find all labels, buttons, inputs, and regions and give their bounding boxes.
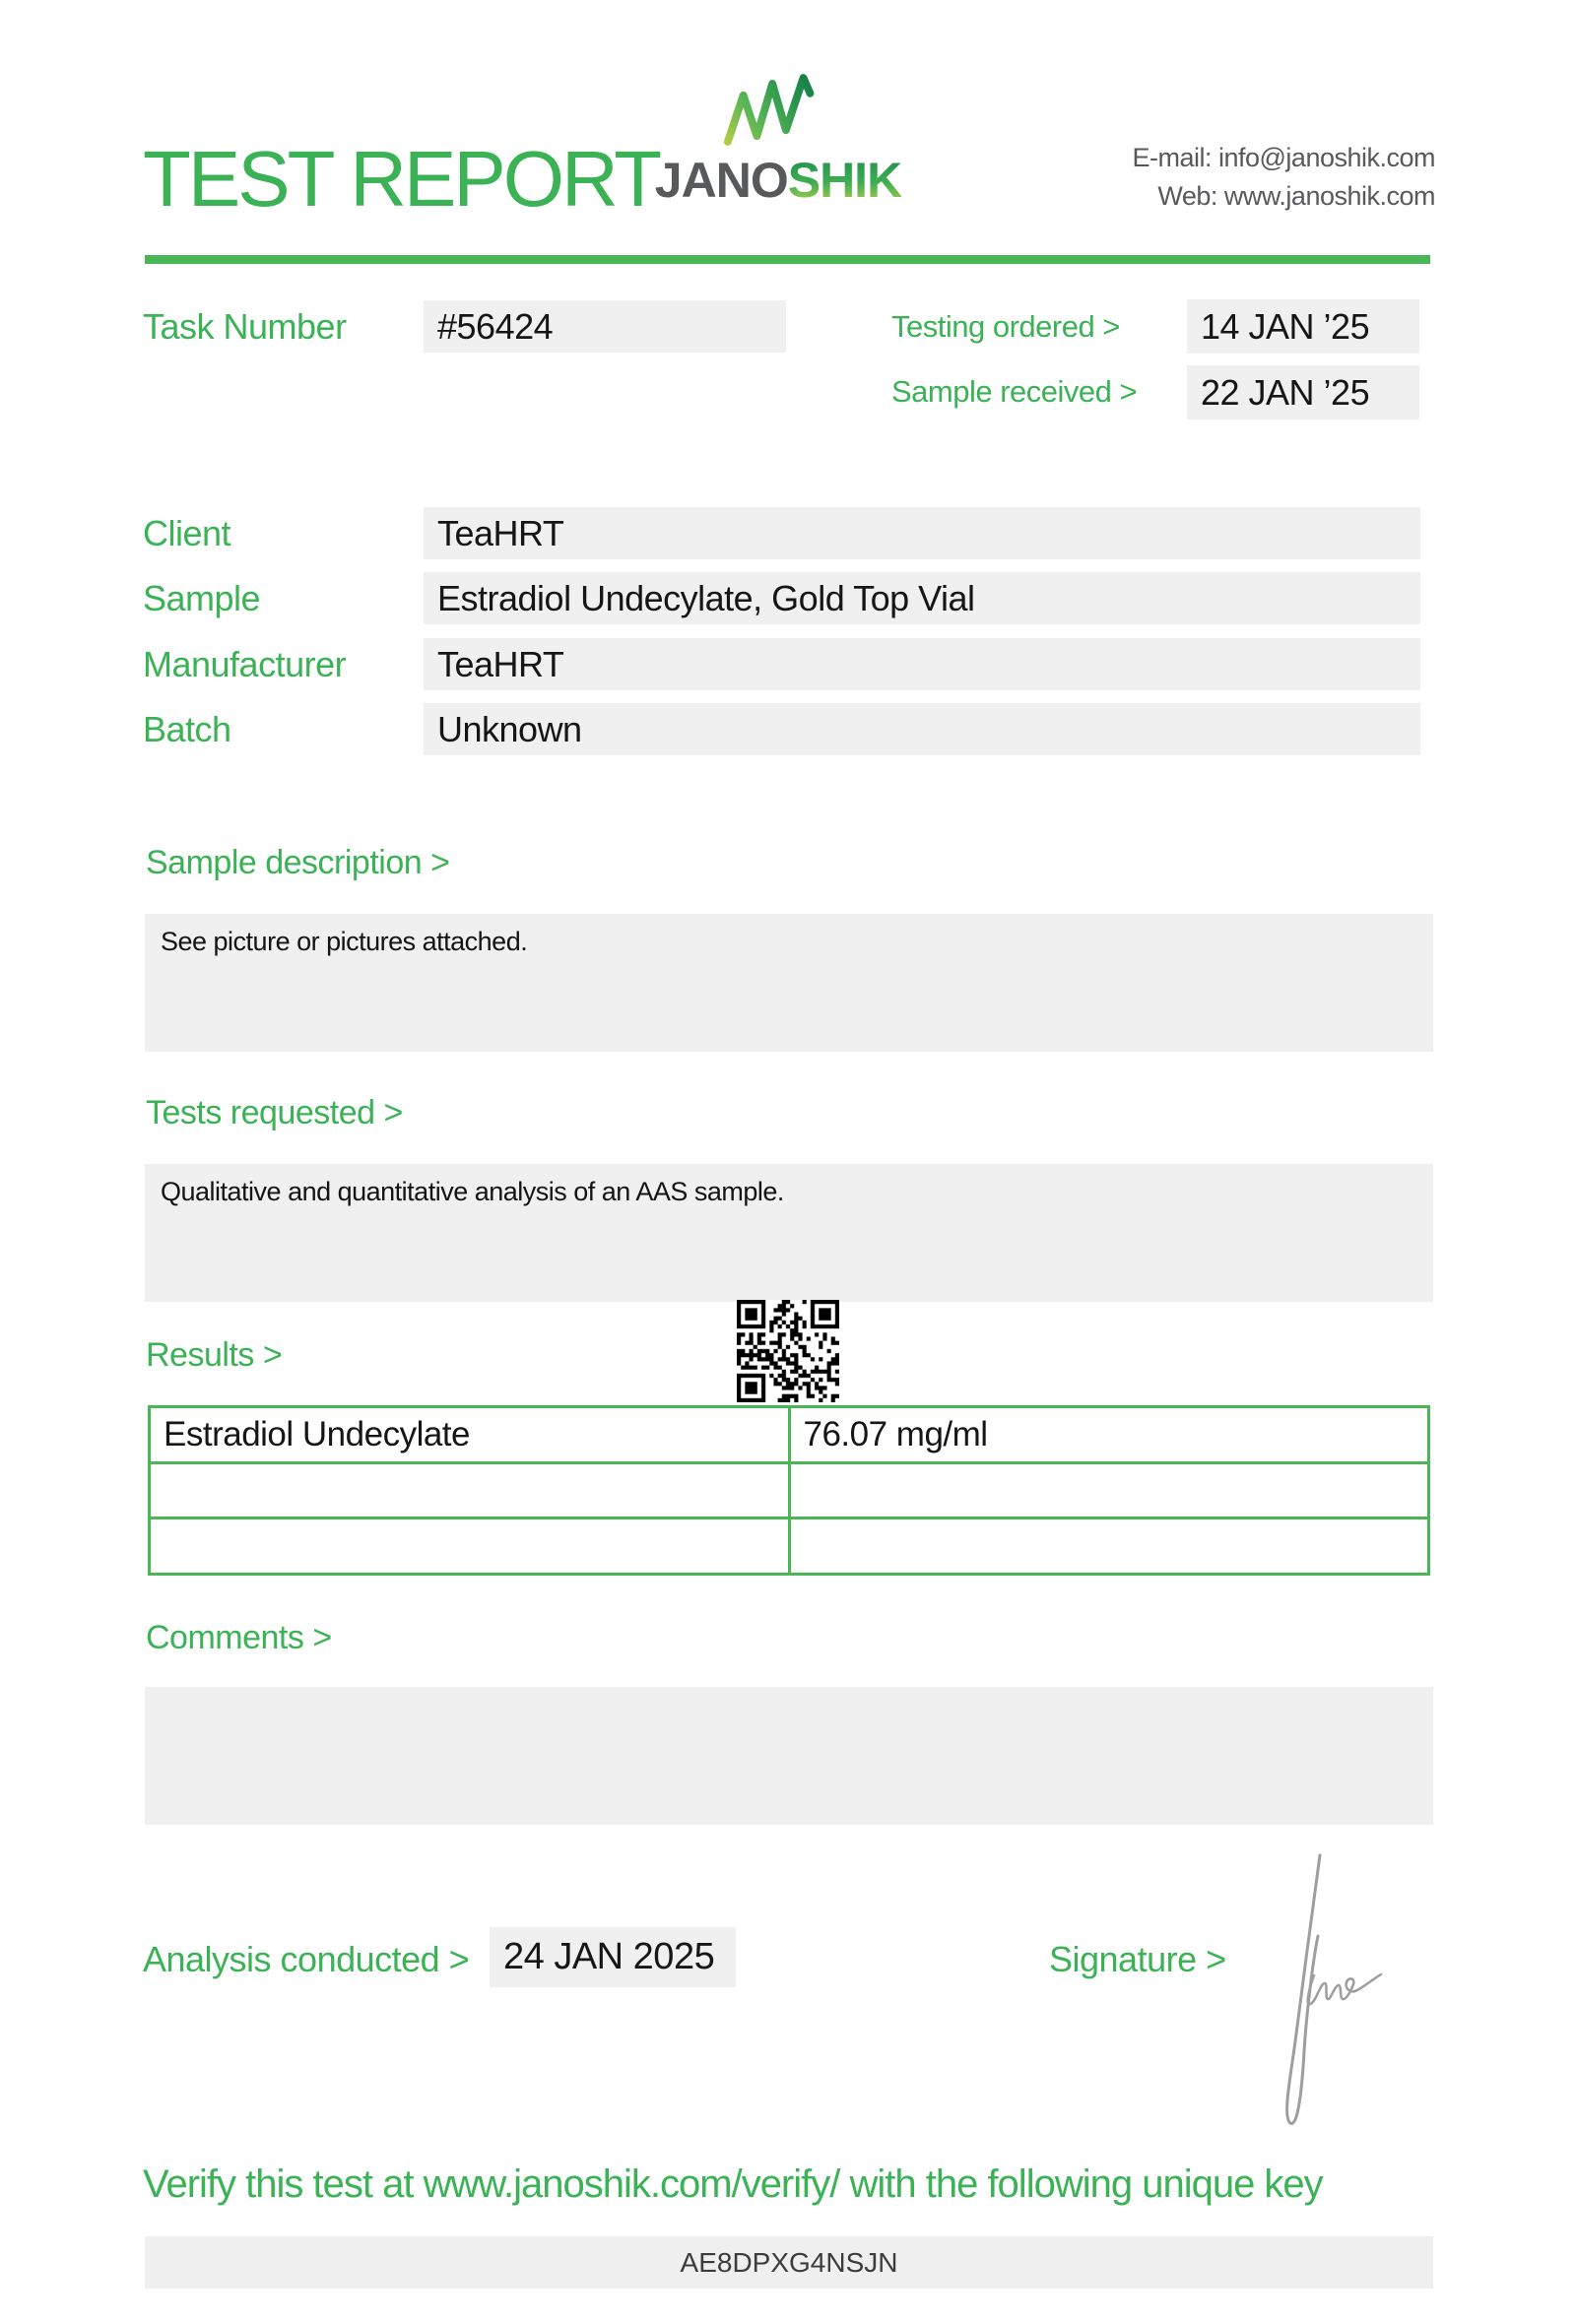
signature-scribble: [1269, 1849, 1387, 2135]
results-heading: Results >: [146, 1336, 283, 1374]
janoshik-logo: [645, 69, 911, 208]
analysis-conducted-label: Analysis conducted >: [143, 1939, 470, 1979]
task-number-value: #56424: [424, 300, 786, 353]
testing-ordered-value: 14 JAN ’25: [1187, 299, 1419, 354]
email-label: E-mail:: [1132, 143, 1212, 172]
qr-code-icon: [737, 1300, 839, 1402]
tests-requested-heading: Tests requested >: [146, 1094, 403, 1131]
sample-received-label: Sample received >: [891, 374, 1138, 409]
client-value: TeaHRT: [424, 507, 1420, 559]
verify-key-box: [145, 2236, 1433, 2289]
sample-received-value: 22 JAN ’25: [1187, 365, 1419, 420]
sample-value: Estradiol Undecylate, Gold Top Vial: [424, 572, 1420, 624]
sample-label: Sample: [143, 578, 261, 618]
task-number-label: Task Number: [143, 306, 347, 347]
analysis-conducted-value: 24 JAN 2025: [490, 1927, 736, 1987]
result-value-cell: 76.07 mg/ml: [791, 1408, 1428, 1461]
web-value: www.janoshik.com: [1223, 181, 1435, 211]
result-row2-right-cell: [791, 1464, 1428, 1517]
results-table: [148, 1405, 1430, 1576]
result-substance-cell: Estradiol Undecylate: [151, 1408, 788, 1461]
web-label: Web:: [1157, 181, 1217, 211]
verify-key: AE8DPXG4NSJN: [680, 2246, 898, 2278]
sample-description-heading: Sample description >: [146, 844, 450, 881]
sample-description-box: See picture or pictures attached.: [145, 914, 1433, 1052]
tests-requested-box: Qualitative and quantitative analysis of an AAS sample.: [145, 1164, 1433, 1302]
logo-text-jano: JANO: [654, 153, 788, 208]
web-line: [1132, 177, 1435, 216]
logo-wordmark: [645, 153, 911, 208]
header-divider: [145, 255, 1430, 264]
chart-growth-icon: [720, 69, 836, 154]
email-value: info@janoshik.com: [1217, 143, 1435, 172]
result-row3-right-cell: [791, 1519, 1428, 1573]
client-label: Client: [143, 513, 231, 553]
signature-label: Signature >: [1049, 1939, 1226, 1979]
batch-label: Batch: [143, 709, 231, 749]
result-row3-left-cell: [151, 1519, 788, 1573]
comments-heading: Comments >: [146, 1619, 332, 1656]
email-line: [1132, 139, 1435, 177]
logo-text-shik: SHIK: [787, 153, 902, 208]
verify-instruction: Verify this test at www.janoshik.com/verify/ with the following unique key: [143, 2163, 1323, 2206]
batch-value: Unknown: [424, 703, 1420, 755]
contact-info: [1132, 139, 1435, 216]
result-row2-left-cell: [151, 1464, 788, 1517]
testing-ordered-label: Testing ordered >: [891, 309, 1120, 344]
comments-box: [145, 1687, 1433, 1825]
page-title: TEST REPORT: [143, 135, 660, 223]
manufacturer-label: Manufacturer: [143, 644, 347, 684]
manufacturer-value: TeaHRT: [424, 638, 1420, 690]
